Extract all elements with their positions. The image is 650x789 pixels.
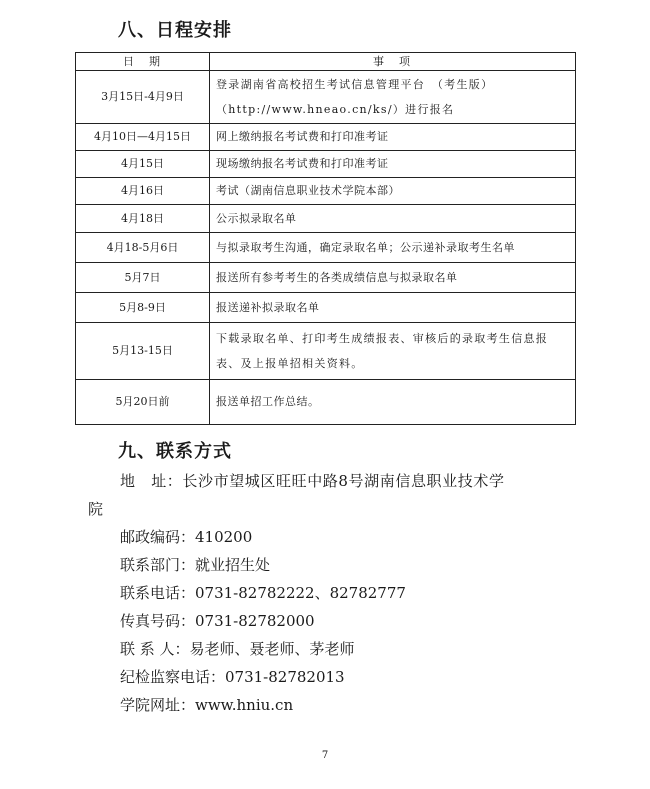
- row-date: 4月16日: [76, 178, 210, 205]
- row-date: 4月18日: [76, 205, 210, 233]
- table-row: [76, 293, 576, 323]
- row-item: 下载录取名单、打印考生成绩报表、审核后的录取考生信息报表、及上报单招相关资料。: [210, 323, 576, 380]
- contact-info: [88, 467, 568, 719]
- page-number: 7: [321, 750, 329, 761]
- website-line: 学院网址：www.hniu.cn: [120, 696, 294, 714]
- row-item: 现场缴纳报名考试费和打印准考证: [210, 151, 576, 178]
- table-row: [76, 323, 576, 380]
- row-date: 4月18-5月6日: [76, 233, 210, 263]
- table-row: [76, 151, 576, 178]
- table-row: [76, 205, 576, 233]
- row-item: 报送单招工作总结。: [210, 380, 576, 425]
- table-row: [76, 178, 576, 205]
- header-date: 日 期: [76, 53, 210, 71]
- department-line: 联系部门：就业招生处: [120, 556, 271, 574]
- row-item: 与拟录取考生沟通，确定录取名单；公示递补录取考生名单: [210, 233, 576, 263]
- postcode-line: 邮政编码：410200: [120, 528, 253, 546]
- supervision-phone-line: 纪检监察电话：0731-82782013: [120, 668, 345, 686]
- table-row: [76, 233, 576, 263]
- row-date: 3月15日-4月9日: [76, 71, 210, 124]
- header-item: 事 项: [210, 53, 576, 71]
- table-row: [76, 71, 576, 124]
- row-date: 5月7日: [76, 263, 210, 293]
- address-line-continued: 院: [88, 500, 104, 518]
- table-row: [76, 380, 576, 425]
- contacts-line: 联 系 人：易老师、聂老师、茅老师: [120, 640, 355, 658]
- row-date: 5月8-9日: [76, 293, 210, 323]
- section-title-schedule: 八、日程安排: [118, 20, 232, 41]
- address-line: 地 址：长沙市望城区旺旺中路8号湖南信息职业技术学: [120, 472, 505, 490]
- row-item: 网上缴纳报名考试费和打印准考证: [210, 124, 576, 151]
- row-item: 考试（湖南信息职业技术学院本部）: [210, 178, 576, 205]
- table-row: [76, 263, 576, 293]
- table-header-row: [76, 53, 576, 71]
- row-date: 4月15日: [76, 151, 210, 178]
- section-title-contact: 九、联系方式: [118, 441, 232, 462]
- phone-line: 联系电话：0731-82782222、82782777: [120, 584, 406, 602]
- row-item: 登录湖南省高校招生考试信息管理平台 （考生版）（http://www.hneao.cn/ks/）进行报名: [210, 71, 576, 124]
- table-row: [76, 124, 576, 151]
- row-item: 报送递补拟录取名单: [210, 293, 576, 323]
- row-date: 4月10日—4月15日: [76, 124, 210, 151]
- row-item: 公示拟录取名单: [210, 205, 576, 233]
- row-date: 5月20日前: [76, 380, 210, 425]
- schedule-table: [75, 52, 576, 425]
- row-item: 报送所有参考考生的各类成绩信息与拟录取名单: [210, 263, 576, 293]
- fax-line: 传真号码：0731-82782000: [120, 612, 315, 630]
- row-date: 5月13-15日: [76, 323, 210, 380]
